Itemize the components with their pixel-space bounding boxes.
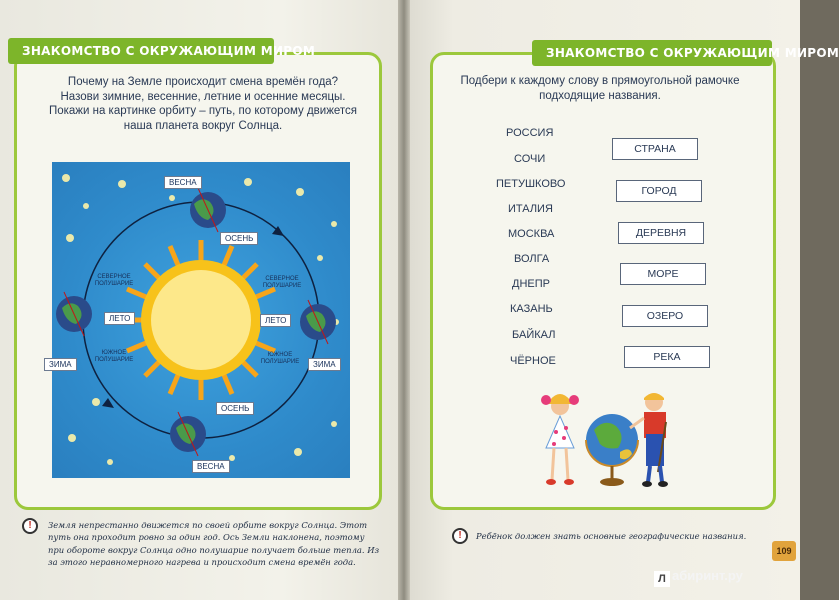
- right-footer-note: Ребёнок должен знать основные географические названия.: [476, 531, 747, 541]
- category-box[interactable]: СТРАНА: [612, 138, 698, 160]
- orbit-illustration: [52, 162, 350, 478]
- label-spring-top: ВЕСНА: [164, 176, 202, 189]
- orbit-arrow-bottom: [102, 398, 114, 408]
- word-item[interactable]: ВОЛГА: [514, 253, 550, 265]
- word-item[interactable]: КАЗАНЬ: [510, 303, 553, 315]
- label-north-hemisphere-right: СЕВЕРНОЕ ПОЛУШАРИЕ: [262, 276, 302, 289]
- label-winter-left: ЗИМА: [44, 358, 77, 371]
- word-item[interactable]: ПЕТУШКОВО: [496, 178, 566, 190]
- label-autumn-bottom: ОСЕНЬ: [216, 402, 254, 415]
- earth-top: [190, 188, 226, 232]
- girl-hair: [548, 394, 572, 404]
- left-footer-note: Земля непрестанно движется по своей орбите вокруг Солнца. Этот путь она проходит ровно за один год. Ось Земли наклонена, поэтому при обороте вокруг Солнца одно полушарие получает больше тепла. Из за этого неравномерного нагрева и происходит смена времён года.: [48, 520, 380, 568]
- category-box[interactable]: РЕКА: [624, 346, 710, 368]
- watermark: [654, 568, 743, 587]
- word-item[interactable]: ЧЁРНОЕ: [510, 355, 556, 367]
- children-with-globe-illustration: [526, 388, 686, 492]
- label-spring-bottom: ВЕСНА: [192, 460, 230, 473]
- category-box[interactable]: ДЕРЕВНЯ: [618, 222, 704, 244]
- watermark-text: абиринт.ру: [672, 568, 743, 583]
- left-banner: ЗНАКОМСТВО С ОКРУЖАЮЩИМ МИРОМ: [8, 38, 274, 64]
- right-banner: ЗНАКОМСТВО С ОКРУЖАЮЩИМ МИРОМ: [532, 40, 772, 66]
- word-item[interactable]: БАЙКАЛ: [512, 329, 556, 341]
- sun-core: [151, 270, 251, 370]
- label-south-hemisphere-right: ЮЖНОЕ ПОЛУШАРИЕ: [260, 352, 300, 365]
- earth-right: [300, 300, 336, 344]
- category-box[interactable]: ОЗЕРО: [622, 305, 708, 327]
- label-autumn-top: ОСЕНЬ: [220, 232, 258, 245]
- earth-orbit-diagram: [49, 162, 350, 478]
- label-south-hemisphere-left: ЮЖНОЕ ПОЛУШАРИЕ: [94, 350, 134, 363]
- left-instruction: Почему на Земле происходит смена времён года? Назови зимние, весенние, летние и осенние месяцы. Покажи на картинке орбиту – путь, по которому движется наша планета вокруг Солнца.: [48, 76, 358, 132]
- word-item[interactable]: ИТАЛИЯ: [508, 203, 553, 215]
- exclamation-icon: !: [22, 518, 38, 534]
- book-gutter: [398, 0, 410, 600]
- category-box[interactable]: ГОРОД: [616, 180, 702, 202]
- word-item[interactable]: РОССИЯ: [506, 127, 554, 139]
- label-summer-right: ЛЕТО: [260, 314, 291, 327]
- word-item[interactable]: ДНЕПР: [512, 278, 550, 290]
- watermark-logo-icon: Л: [654, 571, 670, 587]
- word-item[interactable]: СОЧИ: [514, 153, 546, 165]
- label-summer-left: ЛЕТО: [104, 312, 135, 325]
- label-winter-right: ЗИМА: [308, 358, 341, 371]
- word-item[interactable]: МОСКВА: [508, 228, 555, 240]
- category-box[interactable]: МОРЕ: [620, 263, 706, 285]
- exclamation-icon: !: [452, 528, 468, 544]
- earth-left: [56, 292, 92, 336]
- girl-dress: [546, 416, 574, 448]
- earth-bottom: [170, 412, 206, 456]
- page-number: 109: [772, 541, 796, 561]
- label-north-hemisphere-left: СЕВЕРНОЕ ПОЛУШАРИЕ: [94, 274, 134, 287]
- right-instruction: Подбери к каждому слову в прямоугольной рамочке подходящие названия.: [460, 75, 740, 102]
